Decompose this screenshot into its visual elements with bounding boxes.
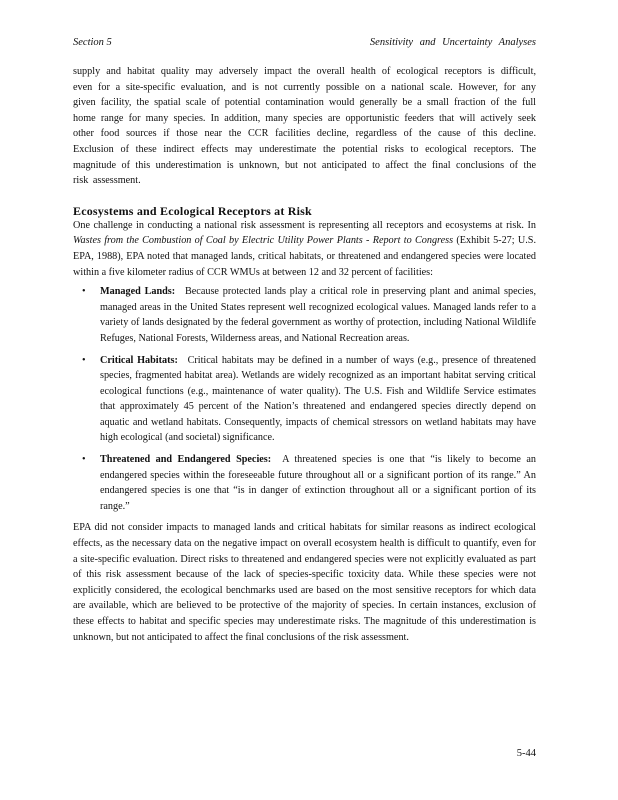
bullet-icon: • [82, 454, 86, 466]
list-item-critical-habitats [73, 353, 536, 447]
intro-paragraph: supply and habitat quality may adversely impact the overall health of ecological receptors is difficult, even for a site-specific evaluation, and is not currently possible on a national scale. However, for any given facility, the spatial scale of potential contamination would generally be a small fraction of the full home range for many species. In addition, many species are opportunistic feeders that will actively seek other food sources if those near the CCR facilities decline, regardless of the cause of this decline. Exclusion of these indirect effects may underestimate the potential risks to ecological receptors. The magnitude of this underestimation is unknown, but not anticipated to affect the final conclusions of the risk assessment. [73, 66, 536, 187]
bullet-icon: • [82, 286, 86, 298]
bullet-icon: • [82, 354, 86, 366]
header-title: Sensitivity and Uncertainty Analyses [369, 37, 536, 48]
closing-paragraph: EPA did not consider impacts to managed lands and critical habitats for similar reasons as indirect ecological effects, as the necessary data on the negative impact on overall ecosystem health is difficult to quantify, even for a site-specific evaluation. Direct risks to threatened and endangered species were not explicitly evaluated as part of this risk assessment because of the lack of species-specific toxicity data. While these species were not explicitly considered, the ecological benchmarks used are based on the most sensitive receptors for which data are available, which are believed to be protective of the majority of species. In certain instances, exclusion of these effects to habitat and specific species may underestimate risks. The magnitude of this underestimation is unknown, but not anticipated to affect the final conclusions of the risk assessment. [73, 522, 536, 643]
ecosystems-text-after: (Exhibit 5-27; U.S. EPA, 1988), EPA noted that managed lands, critical habitats, or threatened and endangered species were located within a five kilometer radius of CCR WMUs at between 12 and 32 percent of facilities: [73, 235, 537, 278]
term-threatened-species: Threatened and Endangered Species: [100, 454, 272, 466]
critical-habitats-text: Critical habitats may be defined in a number of ways (e.g., presence of threatened species, fragmented habitat area). Wetlands are widely recognized as an important habitat serving critical ecological functions (e.g., maintenance of water quality). The U.S. Fish and Wildlife Service estimates that approximately 45 percent of the Nation’s threatened and endangered species directly depend on aquatic and wetland habitats. Consequently, impacts of chemical stressors on wetland habitats may have high ecological (and societal) significance. [100, 354, 536, 444]
section-label: Section 5 [73, 37, 112, 48]
term-critical-habitats: Critical Habitats: [100, 354, 178, 366]
receptor-list [73, 284, 536, 514]
page-number: 5-44 [516, 748, 536, 759]
managed-lands-text: Because protected lands play a critical role in preserving plant and animal species, managed areas in the United States represent well recognized ecological values. Managed lands refer to a variety of lands designated by the federal government as worthy of protection, including National Wildlife Refuges, National Forests, Wilderness areas, and National Recreation areas. [100, 286, 537, 344]
report-citation: Wastes from the Combustion of Coal by Electric Utility Power Plants - Report to Congress [73, 235, 454, 247]
document-body [73, 64, 536, 645]
list-item-managed-lands [73, 284, 536, 346]
ecosystems-text-before: One challenge in conducting a national risk assessment is representing all receptors and ecosystems at risk. In [73, 219, 536, 231]
threatened-species-text: A threatened species is one that “is likely to become an endangered species within the foreseeable future throughout all or a significant portion of its range.” An endangered species is one that “is in danger of extinction throughout all or a significant portion of its range.” [100, 454, 537, 512]
list-item-threatened-species [73, 452, 536, 514]
term-managed-lands: Managed Lands: [100, 286, 176, 298]
section-heading: Ecosystems and Ecological Receptors at Risk [73, 203, 312, 218]
ecosystems-paragraph [73, 218, 536, 280]
